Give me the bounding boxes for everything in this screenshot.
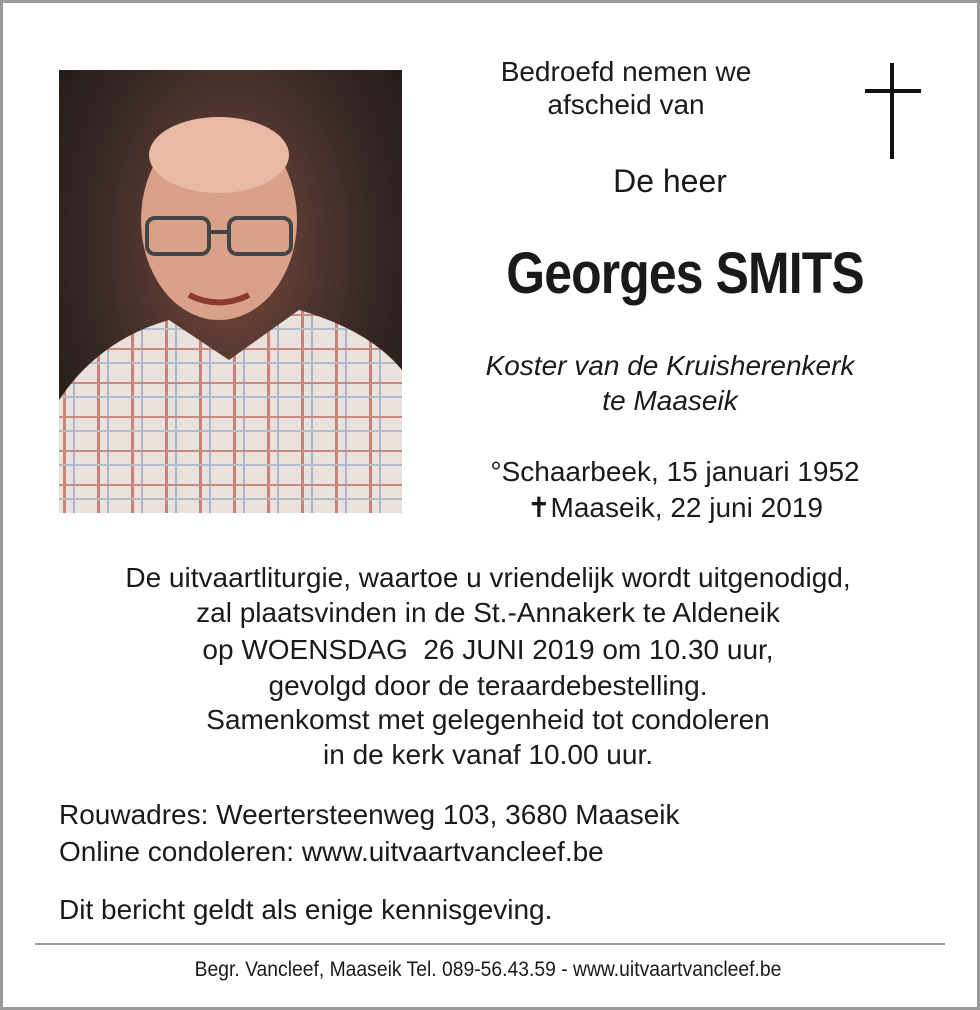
ceremony-line-1: De uitvaartliturgie, waartoe u vriendelijk wordt uitgenodigd, xyxy=(125,562,851,593)
ceremony-line-6: in de kerk vanaf 10.00 uur. xyxy=(323,739,653,770)
death-date: ✝Maaseik, 22 juni 2019 xyxy=(527,492,823,523)
birth-date: °Schaarbeek, 15 januari 1952 xyxy=(490,456,860,487)
notice-text: Dit bericht geldt als enige kennisgeving. xyxy=(59,894,553,925)
latin-cross-icon xyxy=(865,63,921,159)
online-condolences: Online condoleren: www.uitvaartvancleef.be xyxy=(59,836,604,867)
funeral-home-footer: Begr. Vancleef, Maaseik Tel. 089-56.43.59 - www.uitvaartvancleef.be xyxy=(194,958,782,981)
intro-line-2: afscheid van xyxy=(547,89,705,120)
ceremony-line-4: gevolgd door de teraardebestelling. xyxy=(268,670,708,701)
honorific: De heer xyxy=(613,163,727,199)
ceremony-line-3: op WOENSDAG 26 JUNI 2019 om 10.30 uur, xyxy=(202,634,774,665)
portrait-photo xyxy=(59,70,402,513)
ceremony-line-5: Samenkomst met gelegenheid tot condoleren xyxy=(206,704,770,735)
divider xyxy=(35,943,945,945)
mourning-address: Rouwadres: Weertersteenweg 103, 3680 Maaseik xyxy=(59,799,680,830)
role-line-2: te Maaseik xyxy=(602,385,738,416)
ceremony-line-2: zal plaatsvinden in de St.-Annakerk te Aldeneik xyxy=(196,597,780,628)
intro-line-1: Bedroefd nemen we xyxy=(500,56,752,87)
role-line-1: Koster van de Kruisherenkerk xyxy=(485,350,855,381)
deceased-name: Georges SMITS xyxy=(506,241,864,306)
